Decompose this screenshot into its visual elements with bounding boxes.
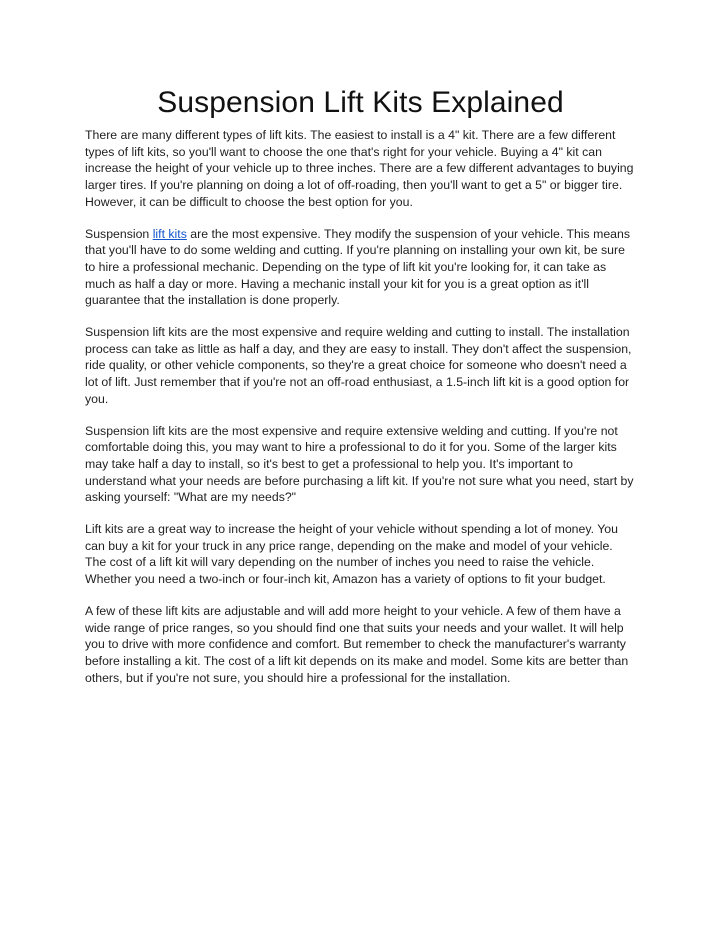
document-body [85,127,636,686]
page-title: Suspension Lift Kits Explained [157,86,564,119]
paragraph-2-rest: are the most expensive. They modify the suspension of your vehicle. This means that you'll have to do some welding and cutting. If you're planning on installing your own kit, be sure to hire a professional mechanic. Depending on the type of lift kit you're looking for, it can take as much as half a day or more. Having a mechanic install your kit for you is a great option as it'll guarantee that the installation is done properly. [85,226,631,308]
paragraph-2 [85,226,636,310]
paragraph-4: Suspension lift kits are the most expensive and require extensive welding and cutting. If you're not comfortable doing this, you may want to hire a professional to do it for you. Some of the larger kits may take half a day to install, so it's best to get a professional to help you. It's important to understand what your needs are before purchasing a lift kit. If you're not sure what you need, start by asking yourself: "What are my needs?" [85,423,634,505]
paragraph-1: There are many different types of lift kits. The easiest to install is a 4" kit. There are a few different types of lift kits, so you'll want to choose the one that's right for your vehicle. Buying a 4" kit can increase the height of your vehicle up to three inches. There are a few different advantages to buying larger tires. If you're planning on doing a lot of off-roading, then you'll want to get a 5" or bigger tire. However, it can be difficult to choose the best option for you. [85,128,634,209]
paragraph-2-lead: Suspension [85,226,153,241]
paragraph-5: Lift kits are a great way to increase the height of your vehicle without spending a lot of money. You can buy a kit for your truck in any price range, depending on the make and model of your vehicle. The cost of a lift kit will vary depending on the number of inches you need to raise the vehicle. Whether you need a two-inch or four-inch kit, Amazon has a variety of options to fit your budget. [85,522,618,587]
lift-kits-link[interactable]: lift kits [152,226,187,241]
paragraph-3: Suspension lift kits are the most expensive and require welding and cutting to install. The installation process can take as little as half a day, and they are easy to install. They don't affect the suspension, ride quality, or other vehicle components, so they're a great choice for someone who doesn't need a lot of lift. Just remember that if you're not an off-road enthusiast, a 1.5-inch lift kit is a good option for you. [85,325,632,406]
paragraph-6: A few of these lift kits are adjustable and will add more height to your vehicle. A few of them have a wide range of price ranges, so you should find one that suits your needs and your wallet. It will help you to drive with more confidence and comfort. But remember to check the manufacturer's warranty before installing a kit. The cost of a lift kit depends on its make and model. Some kits are better than others, but if you're not sure, you should hire a professional for the installation. [85,603,629,685]
